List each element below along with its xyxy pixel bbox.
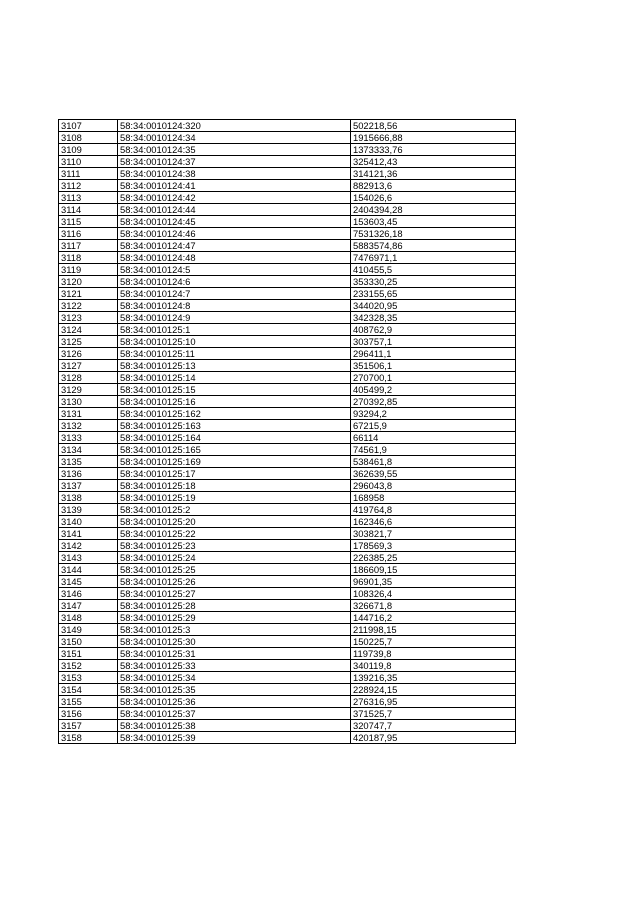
cadastral-number-cell: 58:34:0010125:37 (118, 708, 351, 720)
cadastral-number-cell: 58:34:0010124:37 (118, 156, 351, 168)
row-number-cell: 3143 (59, 552, 118, 564)
row-number-cell: 3115 (59, 216, 118, 228)
table-row (59, 564, 516, 576)
table-row (59, 708, 516, 720)
cadastral-value-table (58, 119, 516, 744)
cadastral-number-cell: 58:34:0010125:165 (118, 444, 351, 456)
cadastral-number-cell: 58:34:0010124:38 (118, 168, 351, 180)
cadastral-value-cell: 2404394,28 (351, 204, 516, 216)
row-number-cell: 3114 (59, 204, 118, 216)
cadastral-number-cell: 58:34:0010124:34 (118, 132, 351, 144)
table-row (59, 432, 516, 444)
cadastral-number-cell: 58:34:0010125:11 (118, 348, 351, 360)
row-number-cell: 3130 (59, 396, 118, 408)
table-row (59, 180, 516, 192)
cadastral-number-cell: 58:34:0010125:39 (118, 732, 351, 744)
cadastral-number-cell: 58:34:0010125:31 (118, 648, 351, 660)
cadastral-value-cell: 405499,2 (351, 384, 516, 396)
table-row (59, 516, 516, 528)
row-number-cell: 3152 (59, 660, 118, 672)
row-number-cell: 3132 (59, 420, 118, 432)
row-number-cell: 3125 (59, 336, 118, 348)
row-number-cell: 3158 (59, 732, 118, 744)
table-row (59, 696, 516, 708)
cadastral-value-cell: 168958 (351, 492, 516, 504)
cadastral-value-cell: 320747,7 (351, 720, 516, 732)
table-row (59, 624, 516, 636)
cadastral-number-cell: 58:34:0010125:22 (118, 528, 351, 540)
cadastral-number-cell: 58:34:0010124:48 (118, 252, 351, 264)
cadastral-value-cell: 66114 (351, 432, 516, 444)
row-number-cell: 3120 (59, 276, 118, 288)
table-row (59, 648, 516, 660)
row-number-cell: 3118 (59, 252, 118, 264)
table-row (59, 336, 516, 348)
table-row (59, 660, 516, 672)
cadastral-value-cell: 1915666,88 (351, 132, 516, 144)
cadastral-number-cell: 58:34:0010125:162 (118, 408, 351, 420)
cadastral-number-cell: 58:34:0010125:169 (118, 456, 351, 468)
table-row (59, 276, 516, 288)
table-row (59, 636, 516, 648)
table-row (59, 240, 516, 252)
cadastral-value-cell: 340119,8 (351, 660, 516, 672)
row-number-cell: 3145 (59, 576, 118, 588)
row-number-cell: 3135 (59, 456, 118, 468)
cadastral-value-cell: 419764,8 (351, 504, 516, 516)
table-row (59, 168, 516, 180)
row-number-cell: 3137 (59, 480, 118, 492)
cadastral-number-cell: 58:34:0010125:26 (118, 576, 351, 588)
table-row (59, 156, 516, 168)
row-number-cell: 3107 (59, 120, 118, 132)
row-number-cell: 3154 (59, 684, 118, 696)
row-number-cell: 3146 (59, 588, 118, 600)
table-row (59, 264, 516, 276)
cadastral-number-cell: 58:34:0010125:2 (118, 504, 351, 516)
row-number-cell: 3147 (59, 600, 118, 612)
table-row (59, 528, 516, 540)
cadastral-value-cell: 314121,36 (351, 168, 516, 180)
row-number-cell: 3153 (59, 672, 118, 684)
row-number-cell: 3122 (59, 300, 118, 312)
table-row (59, 384, 516, 396)
cadastral-value-cell: 270392,85 (351, 396, 516, 408)
table-row (59, 552, 516, 564)
cadastral-number-cell: 58:34:0010125:13 (118, 360, 351, 372)
table-row (59, 456, 516, 468)
cadastral-number-cell: 58:34:0010125:15 (118, 384, 351, 396)
table-row (59, 576, 516, 588)
cadastral-value-cell: 96901,35 (351, 576, 516, 588)
table-row (59, 372, 516, 384)
table-row (59, 600, 516, 612)
cadastral-number-cell: 58:34:0010124:8 (118, 300, 351, 312)
cadastral-value-cell: 326671,8 (351, 600, 516, 612)
row-number-cell: 3116 (59, 228, 118, 240)
table-row (59, 132, 516, 144)
row-number-cell: 3133 (59, 432, 118, 444)
cadastral-value-cell: 233155,65 (351, 288, 516, 300)
table-row (59, 312, 516, 324)
row-number-cell: 3124 (59, 324, 118, 336)
cadastral-number-cell: 58:34:0010125:1 (118, 324, 351, 336)
table-row (59, 672, 516, 684)
cadastral-value-cell: 882913,6 (351, 180, 516, 192)
cadastral-value-cell: 420187,95 (351, 732, 516, 744)
cadastral-value-cell: 150225,7 (351, 636, 516, 648)
row-number-cell: 3142 (59, 540, 118, 552)
cadastral-number-cell: 58:34:0010125:38 (118, 720, 351, 732)
cadastral-number-cell: 58:34:0010125:163 (118, 420, 351, 432)
table-row (59, 612, 516, 624)
cadastral-value-cell: 139216,35 (351, 672, 516, 684)
row-number-cell: 3134 (59, 444, 118, 456)
row-number-cell: 3127 (59, 360, 118, 372)
table-row (59, 348, 516, 360)
cadastral-number-cell: 58:34:0010124:9 (118, 312, 351, 324)
row-number-cell: 3144 (59, 564, 118, 576)
cadastral-number-cell: 58:34:0010125:29 (118, 612, 351, 624)
cadastral-value-cell: 276316,95 (351, 696, 516, 708)
cadastral-number-cell: 58:34:0010125:27 (118, 588, 351, 600)
row-number-cell: 3151 (59, 648, 118, 660)
cadastral-number-cell: 58:34:0010124:5 (118, 264, 351, 276)
cadastral-value-cell: 325412,43 (351, 156, 516, 168)
table-row (59, 720, 516, 732)
row-number-cell: 3139 (59, 504, 118, 516)
row-number-cell: 3157 (59, 720, 118, 732)
cadastral-number-cell: 58:34:0010124:320 (118, 120, 351, 132)
table-row (59, 204, 516, 216)
cadastral-value-cell: 211998,15 (351, 624, 516, 636)
row-number-cell: 3155 (59, 696, 118, 708)
cadastral-number-cell: 58:34:0010125:28 (118, 600, 351, 612)
cadastral-value-cell: 344020,95 (351, 300, 516, 312)
row-number-cell: 3129 (59, 384, 118, 396)
table-row (59, 408, 516, 420)
row-number-cell: 3109 (59, 144, 118, 156)
table-row (59, 144, 516, 156)
cadastral-value-cell: 303757,1 (351, 336, 516, 348)
row-number-cell: 3150 (59, 636, 118, 648)
cadastral-number-cell: 58:34:0010124:45 (118, 216, 351, 228)
cadastral-number-cell: 58:34:0010124:46 (118, 228, 351, 240)
cadastral-value-cell: 502218,56 (351, 120, 516, 132)
table-row (59, 324, 516, 336)
row-number-cell: 3111 (59, 168, 118, 180)
cadastral-value-cell: 144716,2 (351, 612, 516, 624)
cadastral-value-cell: 5883574,86 (351, 240, 516, 252)
row-number-cell: 3148 (59, 612, 118, 624)
cadastral-value-cell: 93294,2 (351, 408, 516, 420)
cadastral-value-cell: 303821,7 (351, 528, 516, 540)
cadastral-value-cell: 178569,3 (351, 540, 516, 552)
cadastral-number-cell: 58:34:0010125:35 (118, 684, 351, 696)
cadastral-value-cell: 408762,9 (351, 324, 516, 336)
row-number-cell: 3149 (59, 624, 118, 636)
row-number-cell: 3126 (59, 348, 118, 360)
row-number-cell: 3123 (59, 312, 118, 324)
cadastral-value-cell: 371525,7 (351, 708, 516, 720)
cadastral-number-cell: 58:34:0010125:23 (118, 540, 351, 552)
table-row (59, 492, 516, 504)
table-row (59, 684, 516, 696)
cadastral-number-cell: 58:34:0010124:47 (118, 240, 351, 252)
cadastral-value-cell: 7476971,1 (351, 252, 516, 264)
row-number-cell: 3136 (59, 468, 118, 480)
cadastral-value-cell: 353330,25 (351, 276, 516, 288)
cadastral-value-cell: 296043,8 (351, 480, 516, 492)
table-row (59, 192, 516, 204)
cadastral-number-cell: 58:34:0010124:7 (118, 288, 351, 300)
cadastral-number-cell: 58:34:0010125:10 (118, 336, 351, 348)
table-row (59, 540, 516, 552)
cadastral-value-cell: 362639,55 (351, 468, 516, 480)
table-row (59, 300, 516, 312)
cadastral-value-cell: 154026,6 (351, 192, 516, 204)
table-row (59, 504, 516, 516)
cadastral-value-cell: 270700,1 (351, 372, 516, 384)
table-row (59, 420, 516, 432)
cadastral-value-cell: 153603,45 (351, 216, 516, 228)
cadastral-value-cell: 108326,4 (351, 588, 516, 600)
cadastral-number-cell: 58:34:0010125:17 (118, 468, 351, 480)
cadastral-number-cell: 58:34:0010124:42 (118, 192, 351, 204)
cadastral-value-cell: 351506,1 (351, 360, 516, 372)
cadastral-number-cell: 58:34:0010125:20 (118, 516, 351, 528)
cadastral-number-cell: 58:34:0010125:30 (118, 636, 351, 648)
row-number-cell: 3119 (59, 264, 118, 276)
row-number-cell: 3121 (59, 288, 118, 300)
row-number-cell: 3110 (59, 156, 118, 168)
cadastral-value-cell: 1373333,76 (351, 144, 516, 156)
cadastral-number-cell: 58:34:0010125:36 (118, 696, 351, 708)
cadastral-number-cell: 58:34:0010125:3 (118, 624, 351, 636)
table-row (59, 480, 516, 492)
cadastral-value-cell: 296411,1 (351, 348, 516, 360)
table-row (59, 396, 516, 408)
cadastral-number-cell: 58:34:0010125:25 (118, 564, 351, 576)
cadastral-number-cell: 58:34:0010125:24 (118, 552, 351, 564)
cadastral-value-cell: 410455,5 (351, 264, 516, 276)
table-row (59, 360, 516, 372)
row-number-cell: 3141 (59, 528, 118, 540)
table-row (59, 288, 516, 300)
cadastral-value-cell: 119739,8 (351, 648, 516, 660)
table-row (59, 468, 516, 480)
cadastral-number-cell: 58:34:0010125:34 (118, 672, 351, 684)
cadastral-value-cell: 226385,25 (351, 552, 516, 564)
cadastral-value-cell: 228924,15 (351, 684, 516, 696)
cadastral-value-cell: 538461,8 (351, 456, 516, 468)
table-row (59, 228, 516, 240)
row-number-cell: 3140 (59, 516, 118, 528)
row-number-cell: 3131 (59, 408, 118, 420)
cadastral-number-cell: 58:34:0010125:14 (118, 372, 351, 384)
cadastral-number-cell: 58:34:0010124:41 (118, 180, 351, 192)
table-row (59, 588, 516, 600)
cadastral-number-cell: 58:34:0010124:6 (118, 276, 351, 288)
table-row (59, 120, 516, 132)
cadastral-value-cell: 186609,15 (351, 564, 516, 576)
cadastral-number-cell: 58:34:0010125:33 (118, 660, 351, 672)
row-number-cell: 3156 (59, 708, 118, 720)
cadastral-number-cell: 58:34:0010125:18 (118, 480, 351, 492)
row-number-cell: 3112 (59, 180, 118, 192)
cadastral-number-cell: 58:34:0010125:164 (118, 432, 351, 444)
row-number-cell: 3117 (59, 240, 118, 252)
row-number-cell: 3113 (59, 192, 118, 204)
table-row (59, 216, 516, 228)
table-row (59, 732, 516, 744)
table-row (59, 252, 516, 264)
cadastral-value-cell: 67215,9 (351, 420, 516, 432)
cadastral-number-cell: 58:34:0010125:19 (118, 492, 351, 504)
row-number-cell: 3108 (59, 132, 118, 144)
cadastral-number-cell: 58:34:0010125:16 (118, 396, 351, 408)
table-row (59, 444, 516, 456)
cadastral-number-cell: 58:34:0010124:35 (118, 144, 351, 156)
cadastral-value-cell: 74561,9 (351, 444, 516, 456)
cadastral-value-cell: 7531326,18 (351, 228, 516, 240)
cadastral-number-cell: 58:34:0010124:44 (118, 204, 351, 216)
cadastral-value-cell: 162346,6 (351, 516, 516, 528)
row-number-cell: 3138 (59, 492, 118, 504)
cadastral-value-cell: 342328,35 (351, 312, 516, 324)
table-body (59, 120, 516, 744)
row-number-cell: 3128 (59, 372, 118, 384)
